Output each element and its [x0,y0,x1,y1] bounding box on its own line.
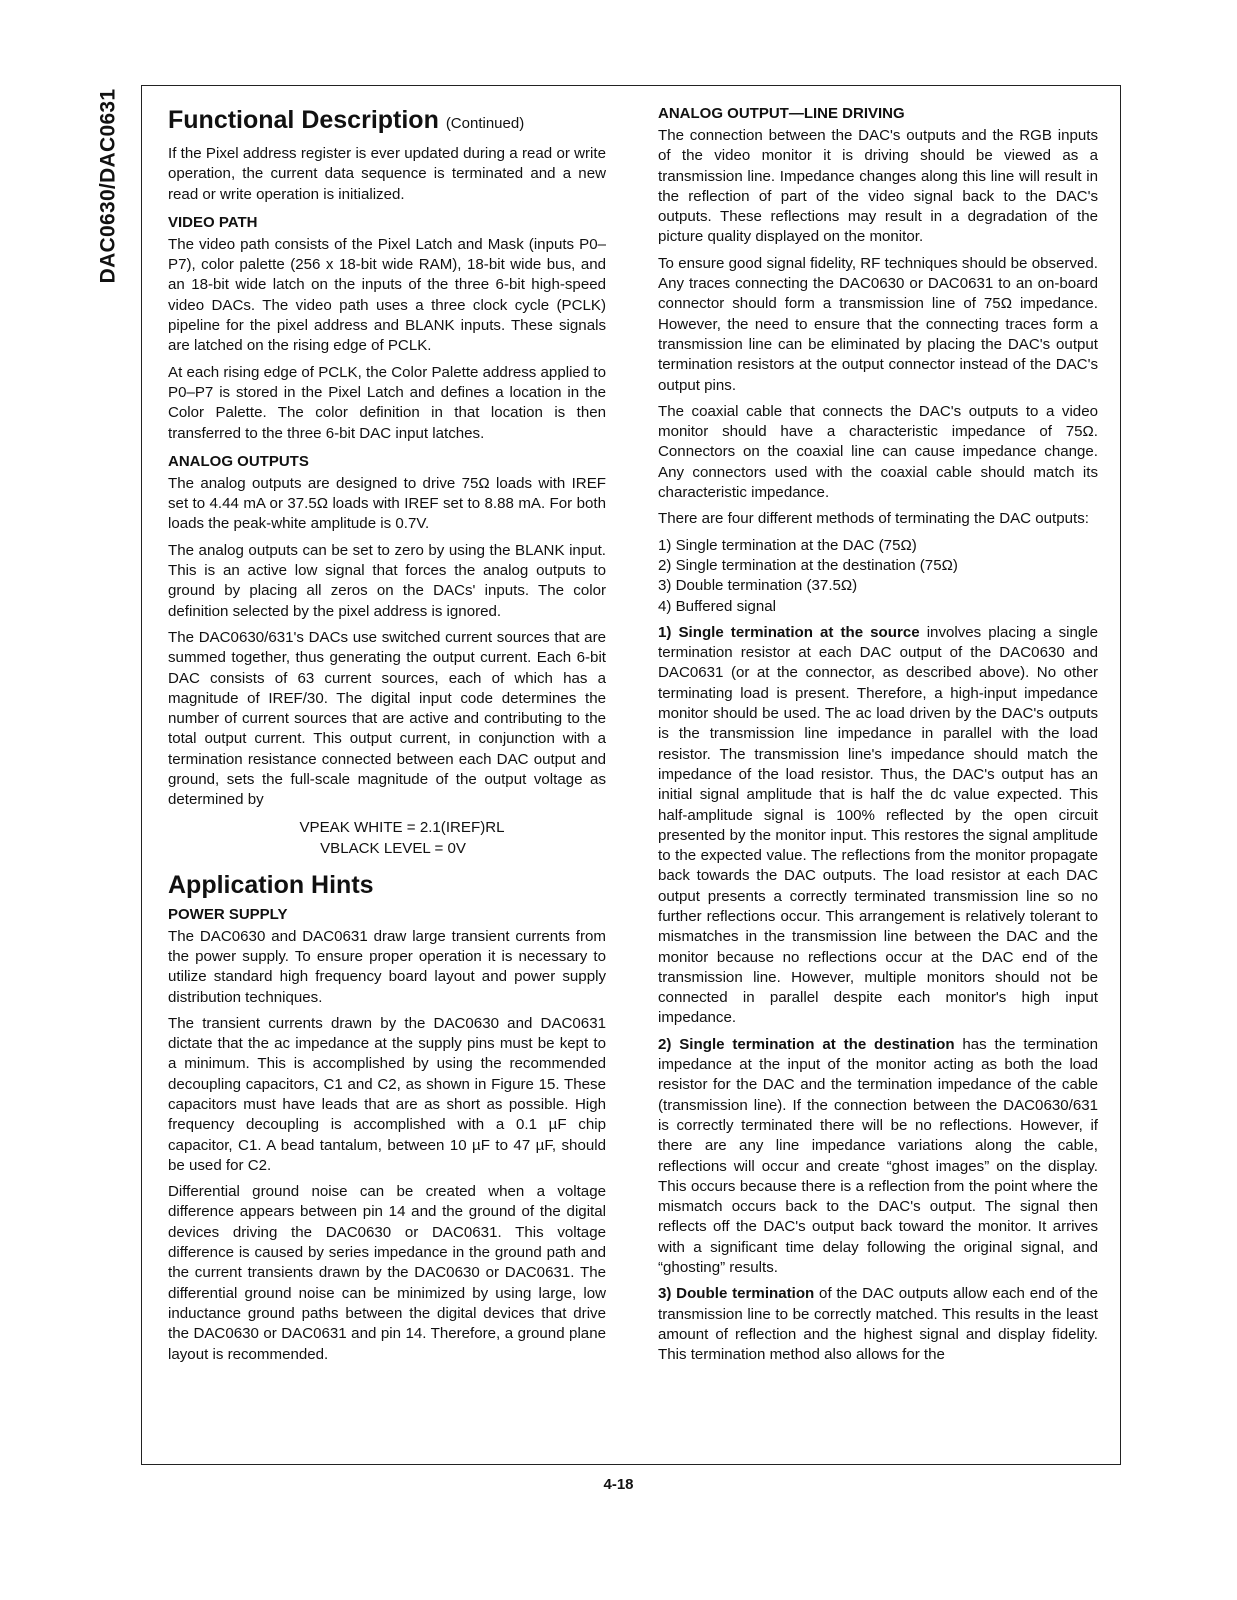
sidebar-title: DAC0630/DAC0631 [96,88,120,283]
section-title-functional-description [168,104,606,140]
method-3-lead: 3) Double termination [658,1285,815,1303]
page-number: 4-18 [603,1476,634,1493]
equation-peak-white: VPEAK WHITE = 2.1(IREF)RL [299,818,505,836]
title-text: Functional Description [168,106,439,134]
line-driving-p3: The coaxial cable that connects the DAC's outputs to a video monitor should have a characteristic impedance of 75Ω. Connectors on the coaxial line can cause impedance change. Any connectors used with the coaxial cable should match its characteristic impedance. [658,402,1098,502]
sidebar-part-number [82,83,134,288]
analog-outputs-p2: The analog outputs can be set to zero by using the BLANK input. This is an active low signal that forces the analog outputs to ground by placing all zeros on the DACs' inputs. The color definition selected by the pixel address is ignored. [168,541,606,620]
video-path-p1: The video path consists of the Pixel Latch and Mask (inputs P0–P7), color palette (256 x 18-bit wide RAM), 18-bit wide bus, and an 18-bit wide latch on the inputs of the three 6-bit high-speed video DACs. The video path uses a three clock cycle (PCLK) pipeline for the pixel address and BLANK inputs. These signals are latched on the rising edge of PCLK. [168,235,606,355]
method-3-body: of the DAC outputs allow each end of the transmission line to be correctly matched. This results in the least amount of reflection and the highest signal and display fidelity. This termination method also allows for the [658,1285,1098,1364]
video-path-p2: At each rising edge of PCLK, the Color Palette address applied to P0–P7 is stored in the Pixel Latch and defines a location in the Color Palette. The color definition in that location is then transferred to the three 6-bit DAC input latches. [168,363,606,442]
line-driving-p1: The connection between the DAC's outputs and the RGB inputs of the video monitor it is driving should be viewed as a transmission line. Impedance changes along this line will result in the reflection of part of the video signal back to the DAC's outputs. These reflections may result in a degradation of the picture quality displayed on the monitor. [658,127,1098,246]
heading-power-supply: POWER SUPPLY [168,905,288,923]
list-item: 4) Buffered signal [658,597,777,615]
intro-paragraph: If the Pixel address register is ever updated during a read or write operation, the current data sequence is terminated and a new read or write operation is initialized. [168,145,606,203]
list-item: 1) Single termination at the DAC (75Ω) [658,536,917,554]
method-1-lead: 1) Single termination at the source [658,623,920,641]
left-column [168,104,606,1371]
termination-methods-list [658,536,1098,617]
power-supply-p3: Differential ground noise can be created when a voltage difference appears between pin 14 and the ground of the digital devices driving the DAC0630 or DAC0631. This voltage difference is caused by series impedance in the ground path and the current transients drawn by the DAC0630 or DAC0631. The differential ground noise can be minimized by using large, low inductance ground paths between the digital devices that drive the DAC0630 or DAC0631 and pin 14. Therefore, a ground plane layout is recommended. [168,1183,606,1363]
analog-outputs-p1: The analog outputs are designed to drive 75Ω loads with IREF set to 4.44 mA or 37.5Ω loads with IREF set to 8.88 mA. For both loads the peak-white amplitude is 0.7V. [168,474,606,533]
heading-video-path: VIDEO PATH [168,213,258,231]
page-frame [141,85,1121,1465]
list-item: 3) Double termination (37.5Ω) [658,577,858,595]
method-2-lead: 2) Single termination at the destination [658,1035,955,1053]
list-item: 2) Single termination at the destination (75Ω) [658,556,958,574]
heading-line-driving: ANALOG OUTPUT—LINE DRIVING [658,105,905,122]
right-column [658,104,1098,1372]
method-1-body: involves placing a single termination resistor at each DAC output of the DAC0630 and DAC0631 (or at the connector, as described above). No other terminating load is present. Therefore, a high-input impedance monitor should be used. The ac load driven by the DAC's outputs is the transmission line impedance in parallel with the load resistor. The transmission line's impedance should match the impedance of the load resistor. Thus, the DAC's output has an initial signal amplitude that is half the dc value expected. This half-amplitude signal is 100% reflected by the open circuit presented by the monitor input. This restores the signal amplitude to the expected value. The reflections from the monitor propagate back towards the DAC outputs. The load resistor at each DAC output presents a correctly terminated transmission line so no further reflections occur. This arrangement is relatively tolerant to mismatches in the transmission line between the DAC and the monitor because no reflections occur at the DAC end of the transmission line. However, multiple monitors should not be connected in parallel despite each monitor's high input impedance. [658,623,1099,1027]
line-driving-p2: To ensure good signal fidelity, RF techniques should be observed. Any traces connecting the DAC0630 or DAC0631 to an on-board connector should form a transmission line of 75Ω impedance. However, the need to ensure that the connecting traces form a transmission line can be eliminated by placing the DAC's output termination resistors at the output connector instead of the DAC's output pins. [658,254,1098,394]
equation-black-level: VBLACK LEVEL = 0V [320,839,466,857]
method-1-paragraph [658,623,1098,1029]
heading-analog-outputs: ANALOG OUTPUTS [168,452,309,470]
line-driving-p4: There are four different methods of terminating the DAC outputs: [658,510,1089,528]
method-2-paragraph [658,1035,1098,1279]
title-suffix: (Continued) [445,115,525,132]
power-supply-p2: The transient currents drawn by the DAC0630 and DAC0631 dictate that the ac impedance at the supply pins must be kept to a minimum. This is accomplished by using the recommended decoupling capacitors, C1 and C2, as shown in Figure 15. These capacitors must have leads that are as short as possible. High frequency decoupling is accomplished with a 0.1 µF chip capacitor, C1. A bead tantalum, between 10 µF to 47 µF, should be used for C2. [168,1014,606,1174]
section-title-application-hints: Application Hints [168,870,374,899]
analog-outputs-p3: The DAC0630/631's DACs use switched current sources that are summed together, thus generating the output current. Each 6-bit DAC consists of 63 current sources, each of which has a magnitude of IREF/30. The digital input code determines the number of current sources that are active and contributing to the total output current. This output current, in conjunction with a termination resistance connected between each DAC output and ground, sets the full-scale magnitude of the output voltage as determined by [168,628,606,809]
power-supply-p1: The DAC0630 and DAC0631 draw large transient currents from the power supply. To ensure proper operation it is necessary to utilize standard high frequency board layout and power supply distribution techniques. [168,927,606,1006]
method-3-paragraph [658,1284,1098,1365]
method-2-body: has the termination impedance at the input of the monitor acting as both the load resistor for the DAC and the termination impedance of the cable (transmission line). If the connection between the DAC0630/631 is correctly terminated there will be no reflections. However, if there are any line impedance variations along the cable, reflections will occur and create “ghost images” on the display. This occurs because there is a reflection from the point where the mismatch occurs back to the DAC's output. The signal then reflects off the DAC's output back toward the monitor. It arrives with a significant time delay following the original signal, and “ghosting” results. [658,1035,1098,1277]
